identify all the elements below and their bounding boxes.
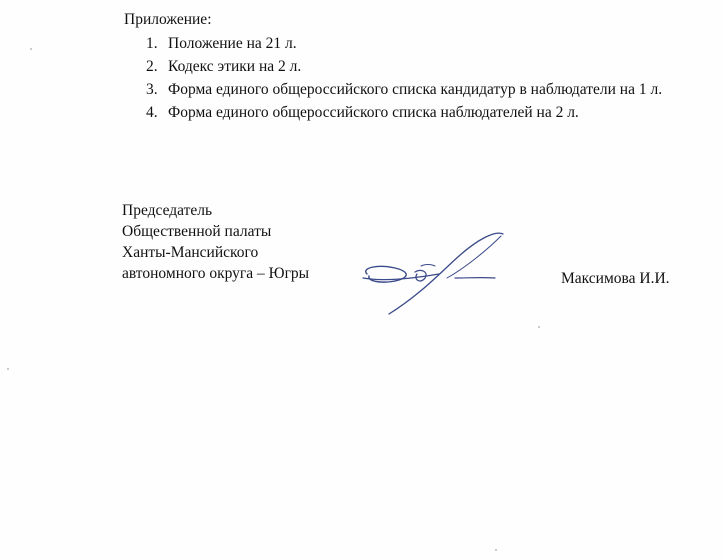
appendix-item — [124, 102, 676, 123]
signer-title-line: Общественной палаты — [122, 223, 272, 240]
appendix-item-text: Форма единого общероссийского списка наблюдателей на 2 л. — [168, 104, 579, 121]
appendix-item — [124, 79, 676, 100]
appendix-item — [124, 33, 676, 54]
handwritten-signature-icon — [355, 228, 505, 318]
appendix-item-number: 2. — [146, 58, 158, 75]
appendix-item-text: Форма единого общероссийского списка кандидатур в наблюдатели на 1 л. — [168, 81, 663, 98]
signer-title-block — [122, 200, 309, 284]
appendix-heading: Приложение: — [124, 11, 212, 28]
scan-speck — [30, 48, 32, 50]
appendix-item-text: Кодекс этики на 2 л. — [168, 58, 302, 75]
scan-speck — [538, 326, 540, 328]
appendix-item — [124, 56, 676, 77]
signer-title-line: Ханты-Мансийского — [122, 244, 259, 261]
signer-name: Максимова И.И. — [561, 270, 670, 287]
signer-title-line: автономного округа – Югры — [122, 265, 310, 282]
appendix-item-text: Положение на 21 л. — [168, 35, 297, 52]
scan-speck — [495, 549, 497, 551]
appendix-item-number: 4. — [146, 104, 158, 121]
appendix-item-number: 1. — [146, 35, 158, 52]
signer-title-line: Председатель — [122, 202, 213, 219]
appendix-item-number: 3. — [146, 81, 158, 98]
appendix-list — [124, 33, 676, 125]
scan-speck — [7, 368, 9, 370]
